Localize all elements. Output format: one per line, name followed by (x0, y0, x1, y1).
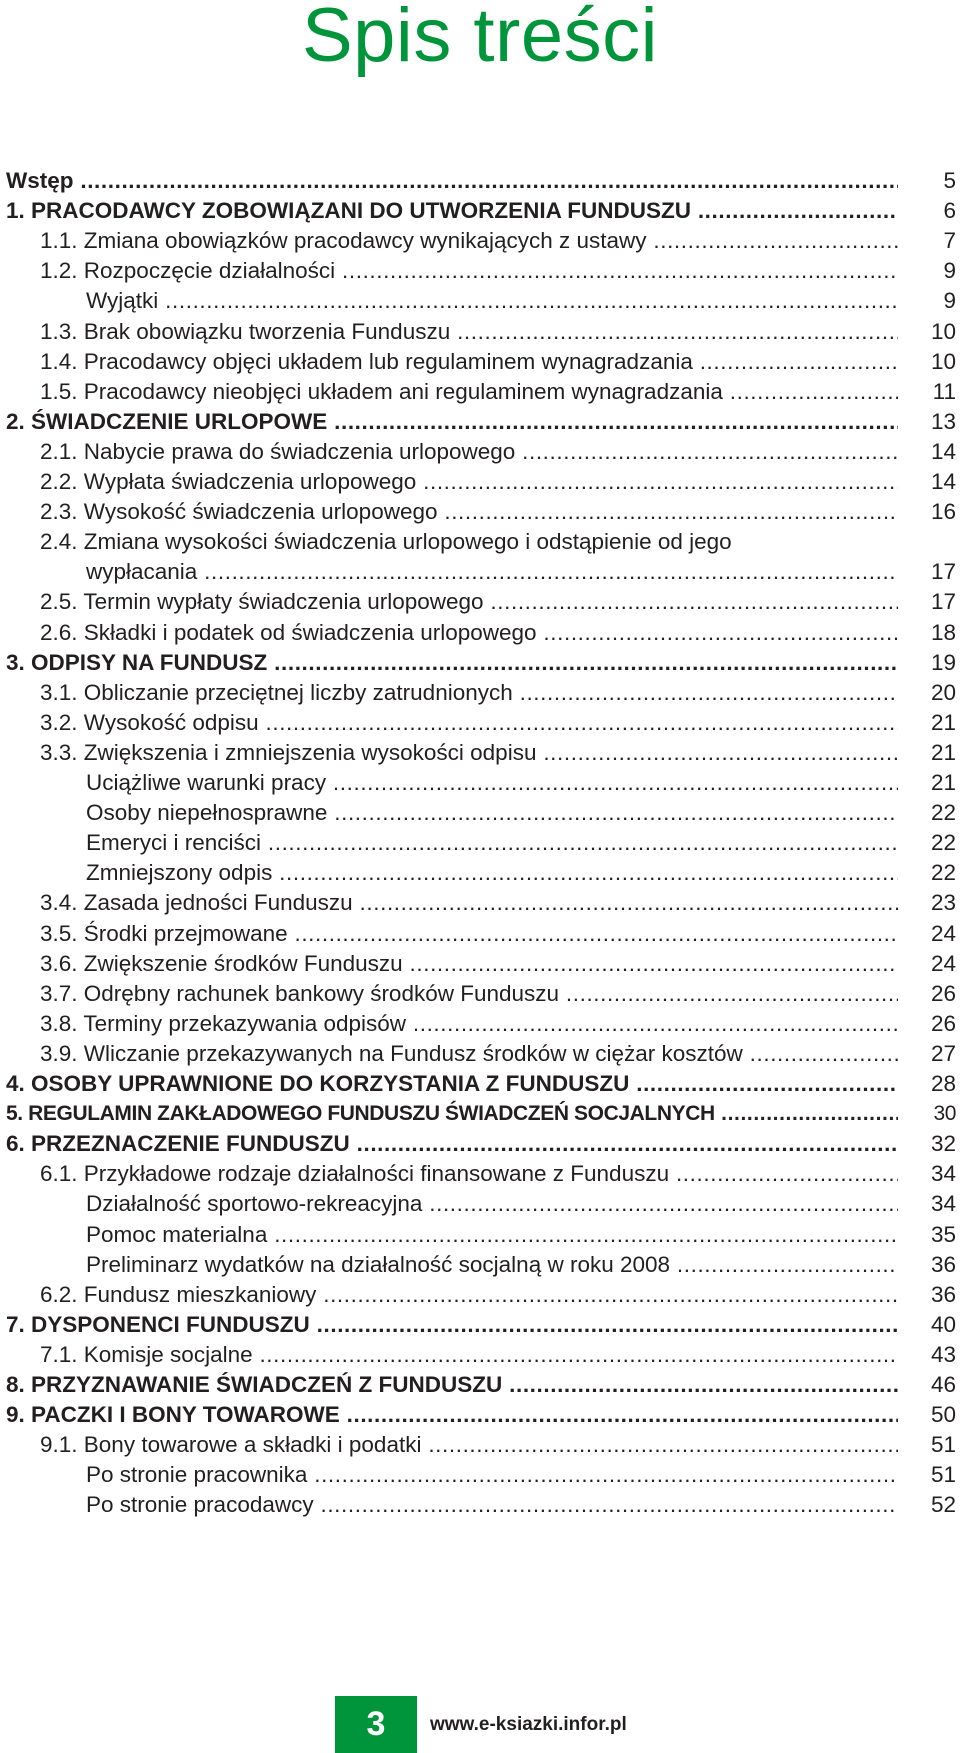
toc-entry-page: 11 (932, 378, 956, 404)
toc-entry-title: 3.1. Obliczanie przeciętnej liczby zatrudnionych ..... (6, 678, 898, 708)
toc-entry-title: 3.3. Zwiększenia i zmniejszenia wysokości odpisu ..... (6, 738, 898, 768)
toc-entry (6, 888, 956, 918)
toc-entry-title: Osoby niepełnosprawne ..... (6, 798, 898, 828)
toc-entry-title: 3.4. Zasada jedności Funduszu ..... (6, 888, 898, 918)
toc-entry-page: 5 (943, 168, 956, 193)
toc-entry-title: 3.9. Wliczanie przekazywanych na Fundusz środków w ciężar kosztów ..... (6, 1039, 898, 1069)
toc-entry-page: 6 (943, 198, 956, 224)
toc-entry-title: Po stronie pracownika ..... (6, 1460, 898, 1490)
page-title: Spis treści (301, 0, 659, 78)
toc-entry-page: 52 (930, 1492, 956, 1518)
toc-entry-page: 32 (930, 1131, 956, 1157)
page-number-box: 3 (335, 1696, 417, 1753)
toc-entry (6, 317, 956, 347)
toc-entry (6, 648, 956, 678)
toc-entry-page: 26 (930, 1010, 956, 1036)
toc-entry-page: 7 (943, 228, 956, 254)
toc-entry-page: 9 (943, 258, 956, 284)
toc-entry-title: 6.1. Przykładowe rodzaje działalności finansowane z Funduszu ..... (6, 1159, 898, 1189)
toc-entry (6, 618, 956, 648)
toc-entry-title: 4. OSOBY UPRAWNIONE DO KORZYSTANIA Z FUNDUSZU ..... (6, 1069, 898, 1099)
toc-entry-page: 50 (930, 1402, 956, 1428)
footer-url: www.e-ksiazki.infor.pl (430, 1714, 627, 1735)
toc-entry (6, 166, 956, 196)
toc-entry-title: wypłacania ..... (6, 557, 898, 587)
toc-entry-page: 17 (930, 589, 956, 615)
toc-entry (6, 768, 956, 798)
toc-entry-page: 26 (930, 980, 956, 1006)
toc-entry-page: 19 (930, 649, 956, 675)
toc-entry-page: 51 (930, 1432, 956, 1458)
toc-entry (6, 1370, 956, 1400)
toc-entry (6, 196, 956, 226)
toc-entry-page: 21 (930, 770, 956, 795)
toc-entry (6, 949, 956, 979)
toc-entry-page: 28 (930, 1071, 956, 1096)
toc-entry-page: 46 (930, 1372, 956, 1397)
toc-entry-title: 1.4. Pracodawcy objęci układem lub regulaminem wynagradzania ..... (6, 347, 898, 377)
toc-entry-page: 35 (930, 1221, 956, 1247)
toc-entry (6, 858, 956, 888)
toc-entry (6, 738, 956, 768)
toc-entry (6, 919, 956, 949)
toc-entry-title: 9. PACZKI I BONY TOWAROWE ..... (6, 1400, 898, 1430)
toc-entry-title: 1.1. Zmiana obowiązków pracodawcy wynikających z ustawy ..... (6, 226, 898, 256)
toc-entry (6, 1189, 956, 1219)
toc-entry-title: Działalność sportowo-rekreacyjna ..... (6, 1189, 898, 1219)
toc-entry-page: 24 (930, 950, 956, 976)
toc-entry-title: 7. DYSPONENCI FUNDUSZU ..... (6, 1310, 898, 1340)
toc-entry-title: 3.8. Terminy przekazywania odpisów ..... (6, 1009, 898, 1039)
toc-entry-title: 9.1. Bony towarowe a składki i podatki ..... (6, 1430, 898, 1460)
toc-entry-title: Pomoc materialna ..... (6, 1220, 898, 1250)
toc-entry-title: 8. PRZYZNAWANIE ŚWIADCZEŃ Z FUNDUSZU ..... (6, 1370, 898, 1400)
toc-entry-page: 20 (930, 679, 956, 705)
toc-entry-title: 2.6. Składki i podatek od świadczenia urlopowego ..... (6, 618, 898, 648)
toc-entry (6, 1400, 956, 1430)
toc-entry-page: 43 (930, 1341, 956, 1367)
toc-entry (6, 527, 956, 557)
toc-entry-title: 2.5. Termin wypłaty świadczenia urlopowego ..... (6, 587, 898, 617)
toc-entry-title: 2.1. Nabycie prawa do świadczenia urlopowego ..... (6, 437, 898, 467)
toc-entry-page: 10 (930, 348, 956, 374)
toc-entry-title: 1.3. Brak obowiązku tworzenia Funduszu ..... (6, 317, 898, 347)
toc-entry-page: 24 (930, 920, 956, 946)
toc-entry (6, 1250, 956, 1280)
toc-entry-title: 2.3. Wysokość świadczenia urlopowego ..... (6, 497, 898, 527)
toc-entry (6, 1340, 956, 1370)
toc-entry-title: 5. REGULAMIN ZAKŁADOWEGO FUNDUSZU ŚWIADCZEŃ SOCJALNYCH ..... (6, 1099, 898, 1129)
toc-entry (6, 256, 956, 286)
toc-entry (6, 467, 956, 497)
toc-entry-title: Wstęp ..... (6, 166, 898, 196)
toc-entry-page: 14 (930, 469, 956, 494)
toc-entry (6, 1099, 956, 1129)
toc-entry (6, 1069, 956, 1099)
toc-entry-title: Preliminarz wydatków na działalność socjalną w roku 2008 ..... (6, 1250, 898, 1280)
toc-entry-page: 21 (930, 739, 956, 765)
toc-entry-page: 9 (943, 288, 956, 314)
toc-entry-title: 6.2. Fundusz mieszkaniowy ..... (6, 1280, 898, 1310)
toc-entry (6, 286, 956, 316)
toc-entry-page: 16 (930, 499, 956, 525)
toc-entry-title: 1.5. Pracodawcy nieobjęci układem ani regulaminem wynagradzania ..... (6, 377, 898, 407)
toc-entry-title: 2.4. Zmiana wysokości świadczenia urlopowego i odstąpienie od jego (40, 529, 732, 555)
toc-entry-title: 2.2. Wypłata świadczenia urlopowego ..... (6, 467, 898, 497)
toc-entry-page: 23 (930, 890, 956, 916)
toc-entry (6, 497, 956, 527)
toc-entry-title: 1. PRACODAWCY ZOBOWIĄZANI DO UTWORZENIA FUNDUSZU ..... (6, 196, 898, 226)
toc-entry-page: 21 (930, 709, 956, 735)
toc-entry (6, 557, 956, 587)
toc-entry-page: 10 (930, 318, 956, 344)
toc-entry-page: 40 (930, 1311, 956, 1337)
toc-entry-page: 22 (930, 800, 956, 826)
toc-entry-title: 3.2. Wysokość odpisu ..... (6, 708, 898, 738)
toc-entry-title: 3. ODPISY NA FUNDUSZ ..... (6, 648, 898, 678)
toc-entry-title: 2. ŚWIADCZENIE URLOPOWE ..... (6, 407, 898, 437)
toc-entry-page: 13 (930, 408, 956, 434)
toc-entry (6, 1490, 956, 1520)
toc-entry (6, 1159, 956, 1189)
toc-entry (6, 1460, 956, 1490)
toc-entry (6, 1310, 956, 1340)
toc-entry-title: 1.2. Rozpoczęcie działalności ..... (6, 256, 898, 286)
toc-entry (6, 708, 956, 738)
toc-entry (6, 587, 956, 617)
toc-entry-title: 6. PRZEZNACZENIE FUNDUSZU ..... (6, 1129, 898, 1159)
toc-entry (6, 828, 956, 858)
toc-entry-page: 34 (930, 1161, 956, 1187)
toc-entry-title: Po stronie pracodawcy ..... (6, 1490, 898, 1520)
toc-entry-page: 36 (930, 1251, 956, 1277)
toc-entry (6, 377, 956, 407)
toc-entry-page: 34 (930, 1191, 956, 1217)
toc-entry-title: 7.1. Komisje socjalne ..... (6, 1340, 898, 1370)
toc-entry-title: 3.5. Środki przejmowane ..... (6, 919, 898, 949)
toc-entry-page: 27 (930, 1040, 956, 1066)
toc-entry (6, 407, 956, 437)
toc-entry-page: 22 (930, 830, 956, 856)
toc-entry-title: 3.7. Odrębny rachunek bankowy środków Funduszu ..... (6, 979, 898, 1009)
toc-entry (6, 226, 956, 256)
toc-entry (6, 1220, 956, 1250)
toc-entry-page: 14 (930, 438, 956, 464)
toc-entry-page: 36 (930, 1281, 956, 1307)
toc-entry (6, 678, 956, 708)
toc-entry-page: 18 (930, 619, 956, 645)
toc-entry-title: Zmniejszony odpis ..... (6, 858, 898, 888)
toc-entry (6, 1129, 956, 1159)
toc-entry-page: 17 (930, 559, 956, 585)
toc-entry (6, 979, 956, 1009)
toc-entry (6, 1039, 956, 1069)
toc-entry-page: 22 (930, 860, 956, 886)
toc-entry (6, 437, 956, 467)
toc-entry-title: Emeryci i renciści ..... (6, 828, 898, 858)
toc-entry-title: Uciążliwe warunki pracy ..... (6, 768, 898, 798)
toc-entry (6, 1430, 956, 1460)
toc-entry-page: 30 (933, 1102, 956, 1126)
toc-entry-title: 3.6. Zwiększenie środków Funduszu ..... (6, 949, 898, 979)
toc-entry (6, 347, 956, 377)
toc-entry (6, 1009, 956, 1039)
toc-entry (6, 798, 956, 828)
toc-entry (6, 1280, 956, 1310)
toc-entry-page: 51 (930, 1462, 956, 1488)
toc-entry-title: Wyjątki ..... (6, 286, 898, 316)
